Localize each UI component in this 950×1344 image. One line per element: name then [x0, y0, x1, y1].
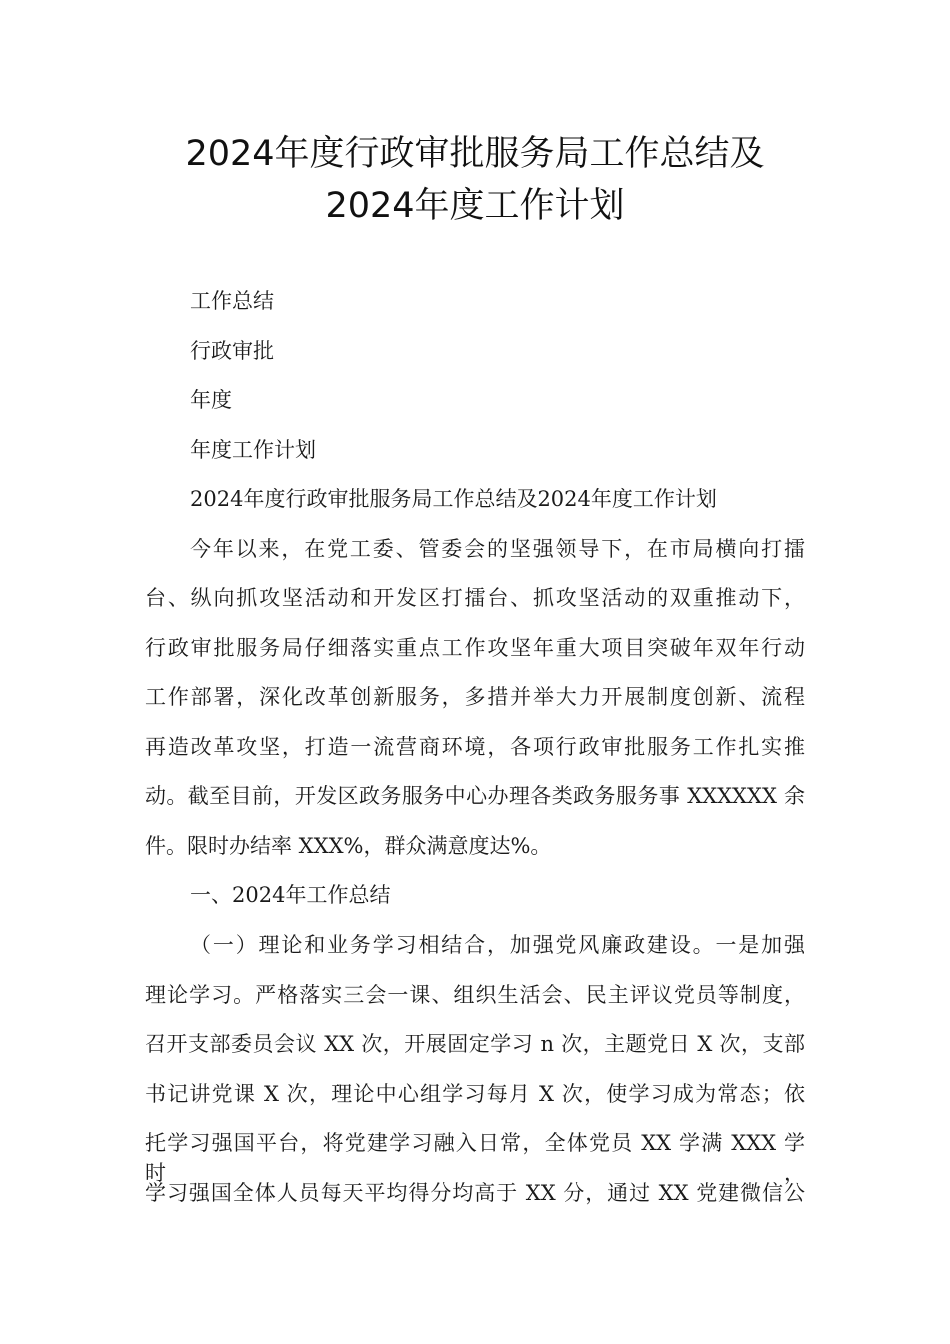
document-title-line-2: 2024年度工作计划	[325, 186, 625, 226]
keyword-annual: 年度	[190, 388, 232, 412]
intro-line: 今年以来，在党工委、管委会的坚强领导下，在市局横向打擂	[190, 537, 805, 561]
section1-line: （一）理论和业务学习相结合，加强党风廉政建设。一是加强	[190, 933, 805, 957]
section1-line: 学习强国全体人员每天平均得分均高于 XX 分，通过 XX 党建微信公	[145, 1181, 805, 1205]
section1-line: 理论学习。严格落实三会一课、组织生活会、民主评议党员等制度，	[145, 983, 805, 1007]
intro-line: 行政审批服务局仔细落实重点工作攻坚年重大项目突破年双年行动	[145, 636, 805, 660]
section1-line: 召开支部委员会议 XX 次，开展固定学习 n 次，主题党日 X 次，支部	[145, 1032, 805, 1056]
document-subtitle: 2024年度行政审批服务局工作总结及2024年度工作计划	[190, 487, 717, 511]
section1-line: 托学习强国平台，将党建学习融入日常，全体党员 XX 学满 XXX 学时，	[145, 1131, 805, 1185]
keyword-annual-plan: 年度工作计划	[190, 438, 316, 462]
intro-line: 工作部署，深化改革创新服务，多措并举大力开展制度创新、流程	[145, 685, 805, 709]
intro-line: 动。截至目前，开发区政务服务中心办理各类政务服务事 XXXXXX 余	[145, 784, 805, 808]
section-heading: 一、2024年工作总结	[190, 883, 391, 907]
intro-line: 台、纵向抓攻坚活动和开发区打擂台、抓攻坚活动的双重推动下，	[145, 586, 805, 610]
intro-line: 再造改革攻坚，打造一流营商环境，各项行政审批服务工作扎实推	[145, 735, 805, 759]
keyword-admin-approval: 行政审批	[190, 339, 274, 363]
document-title-line-1: 2024年度行政审批服务局工作总结及	[185, 134, 765, 174]
keyword-work-summary: 工作总结	[190, 289, 274, 313]
intro-line: 件。限时办结率 XXX%，群众满意度达%。	[145, 834, 552, 858]
section1-line: 书记讲党课 X 次，理论中心组学习每月 X 次，使学习成为常态；依	[145, 1082, 805, 1106]
